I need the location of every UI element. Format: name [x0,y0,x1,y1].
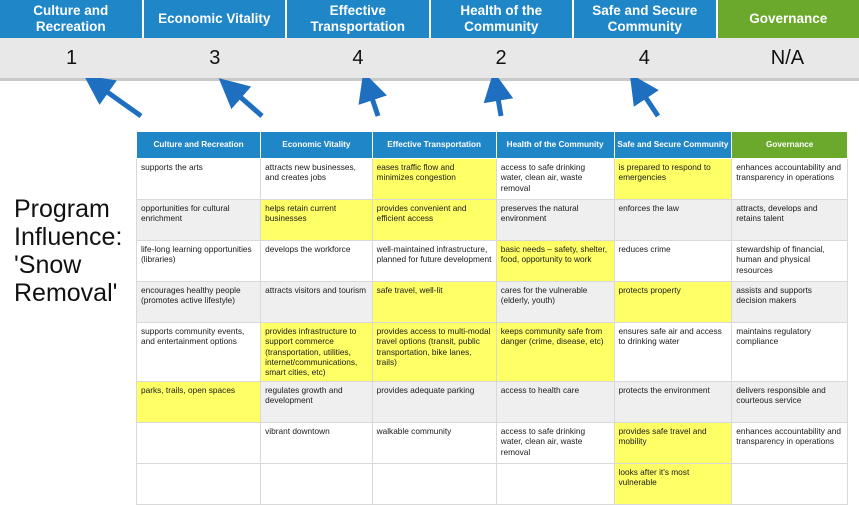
matrix-cell: regulates growth and development [261,381,372,422]
matrix-row [137,422,848,463]
matrix-cell [261,463,372,504]
header-cell-health-of-the-community: Health of the Community [431,0,575,38]
matrix-row [137,463,848,504]
matrix-row [137,323,848,382]
matrix-cell: helps retain current businesses [261,200,372,241]
matrix-row [137,282,848,323]
matrix-cell: opportunities for cultural enrichment [137,200,261,241]
arrow-to-safe-and-secure-community [638,86,658,116]
matrix-header-row [137,132,848,159]
matrix-header-economic-vitality: Economic Vitality [261,132,372,159]
matrix-cell: life-long learning opportunities (libraries) [137,241,261,282]
matrix-cell: provides access to multi-modal travel options (transit, public transportation, bike lanes, trails) [372,323,496,382]
matrix-cell: enhances accountability and transparency in operations [732,422,848,463]
matrix-row [137,159,848,200]
matrix-header-health-of-the-community: Health of the Community [496,132,614,159]
matrix-cell: cares for the vulnerable (elderly, youth) [496,282,614,323]
matrix-cell: preserves the natural environment [496,200,614,241]
score-safe-and-secure-community: 4 [573,38,716,78]
matrix-cell: supports the arts [137,159,261,200]
matrix-cell: maintains regulatory compliance [732,323,848,382]
caption-line-1: Program [14,195,134,223]
score-culture-and-recreation: 1 [0,38,143,78]
matrix-body [137,159,848,505]
arrow-to-culture-and-recreation [96,84,141,116]
score-effective-transportation: 4 [286,38,429,78]
matrix-cell: access to safe drinking water, clean air, waste removal [496,159,614,200]
score-governance: N/A [716,38,859,78]
matrix-cell: stewardship of financial, human and physical resources [732,241,848,282]
matrix-cell: access to safe drinking water, clean air, waste removal [496,422,614,463]
caption-line-4: Removal' [14,279,134,307]
matrix-cell: looks after it's most vulnerable [614,463,732,504]
priority-attributes-matrix [136,131,848,505]
caption-line-2: Influence: [14,223,134,251]
matrix-cell: assists and supports decision makers [732,282,848,323]
matrix-cell: well-maintained infrastructure, planned for future development [372,241,496,282]
header-cell-effective-transportation: Effective Transportation [287,0,431,38]
matrix-cell: safe travel, well-lit [372,282,496,323]
matrix-cell: provides adequate parking [372,381,496,422]
matrix-cell [732,463,848,504]
header-cell-economic-vitality: Economic Vitality [144,0,288,38]
strategic-priorities-header [0,0,859,38]
matrix-cell [137,463,261,504]
matrix-cell: keeps community safe from danger (crime, disease, etc) [496,323,614,382]
matrix-cell: eases traffic flow and minimizes congestion [372,159,496,200]
matrix-cell [137,422,261,463]
matrix-cell: enforces the law [614,200,732,241]
matrix-cell [496,463,614,504]
matrix-cell: delivers responsible and courteous service [732,381,848,422]
matrix-cell: protects property [614,282,732,323]
matrix-row [137,381,848,422]
matrix-cell: encourages healthy people (promotes active lifestyle) [137,282,261,323]
matrix-cell: protects the environment [614,381,732,422]
caption-line-3: 'Snow [14,251,134,279]
matrix-cell: vibrant downtown [261,422,372,463]
arrow-to-economic-vitality [230,88,262,116]
header-cell-governance: Governance [718,0,859,38]
arrow-to-effective-transportation [368,86,378,116]
matrix-cell [372,463,496,504]
matrix-row [137,241,848,282]
score-row [0,38,859,81]
matrix-cell: provides safe travel and mobility [614,422,732,463]
matrix-header-governance: Governance [732,132,848,159]
matrix-cell: attracts, develops and retains talent [732,200,848,241]
matrix-cell: parks, trails, open spaces [137,381,261,422]
matrix-header-effective-transportation: Effective Transportation [372,132,496,159]
header-cell-safe-and-secure-community: Safe and Secure Community [574,0,718,38]
matrix-cell: develops the workforce [261,241,372,282]
matrix-cell: is prepared to respond to emergencies [614,159,732,200]
matrix-cell: attracts visitors and tourism [261,282,372,323]
matrix-cell: access to health care [496,381,614,422]
program-influence-caption [14,195,134,307]
score-economic-vitality: 3 [143,38,286,78]
score-health-of-the-community: 2 [430,38,573,78]
matrix-cell: provides infrastructure to support commerce (transportation, utilities, internet/communications, smart cities, etc) [261,323,372,382]
matrix-cell: provides convenient and efficient access [372,200,496,241]
matrix-cell: supports community events, and entertainment options [137,323,261,382]
arrow-group [0,78,859,130]
matrix-header-culture-and-recreation: Culture and Recreation [137,132,261,159]
matrix-header-safe-and-secure-community: Safe and Secure Community [614,132,732,159]
matrix-cell: basic needs – safety, shelter, food, opportunity to work [496,241,614,282]
matrix-cell: attracts new businesses, and creates jobs [261,159,372,200]
matrix-row [137,200,848,241]
arrow-to-health-of-the-community [496,86,501,116]
matrix-cell: enhances accountability and transparency in operations [732,159,848,200]
matrix-cell: ensures safe air and access to drinking water [614,323,732,382]
header-cell-culture-and-recreation: Culture and Recreation [0,0,144,38]
matrix-cell: walkable community [372,422,496,463]
matrix-cell: reduces crime [614,241,732,282]
